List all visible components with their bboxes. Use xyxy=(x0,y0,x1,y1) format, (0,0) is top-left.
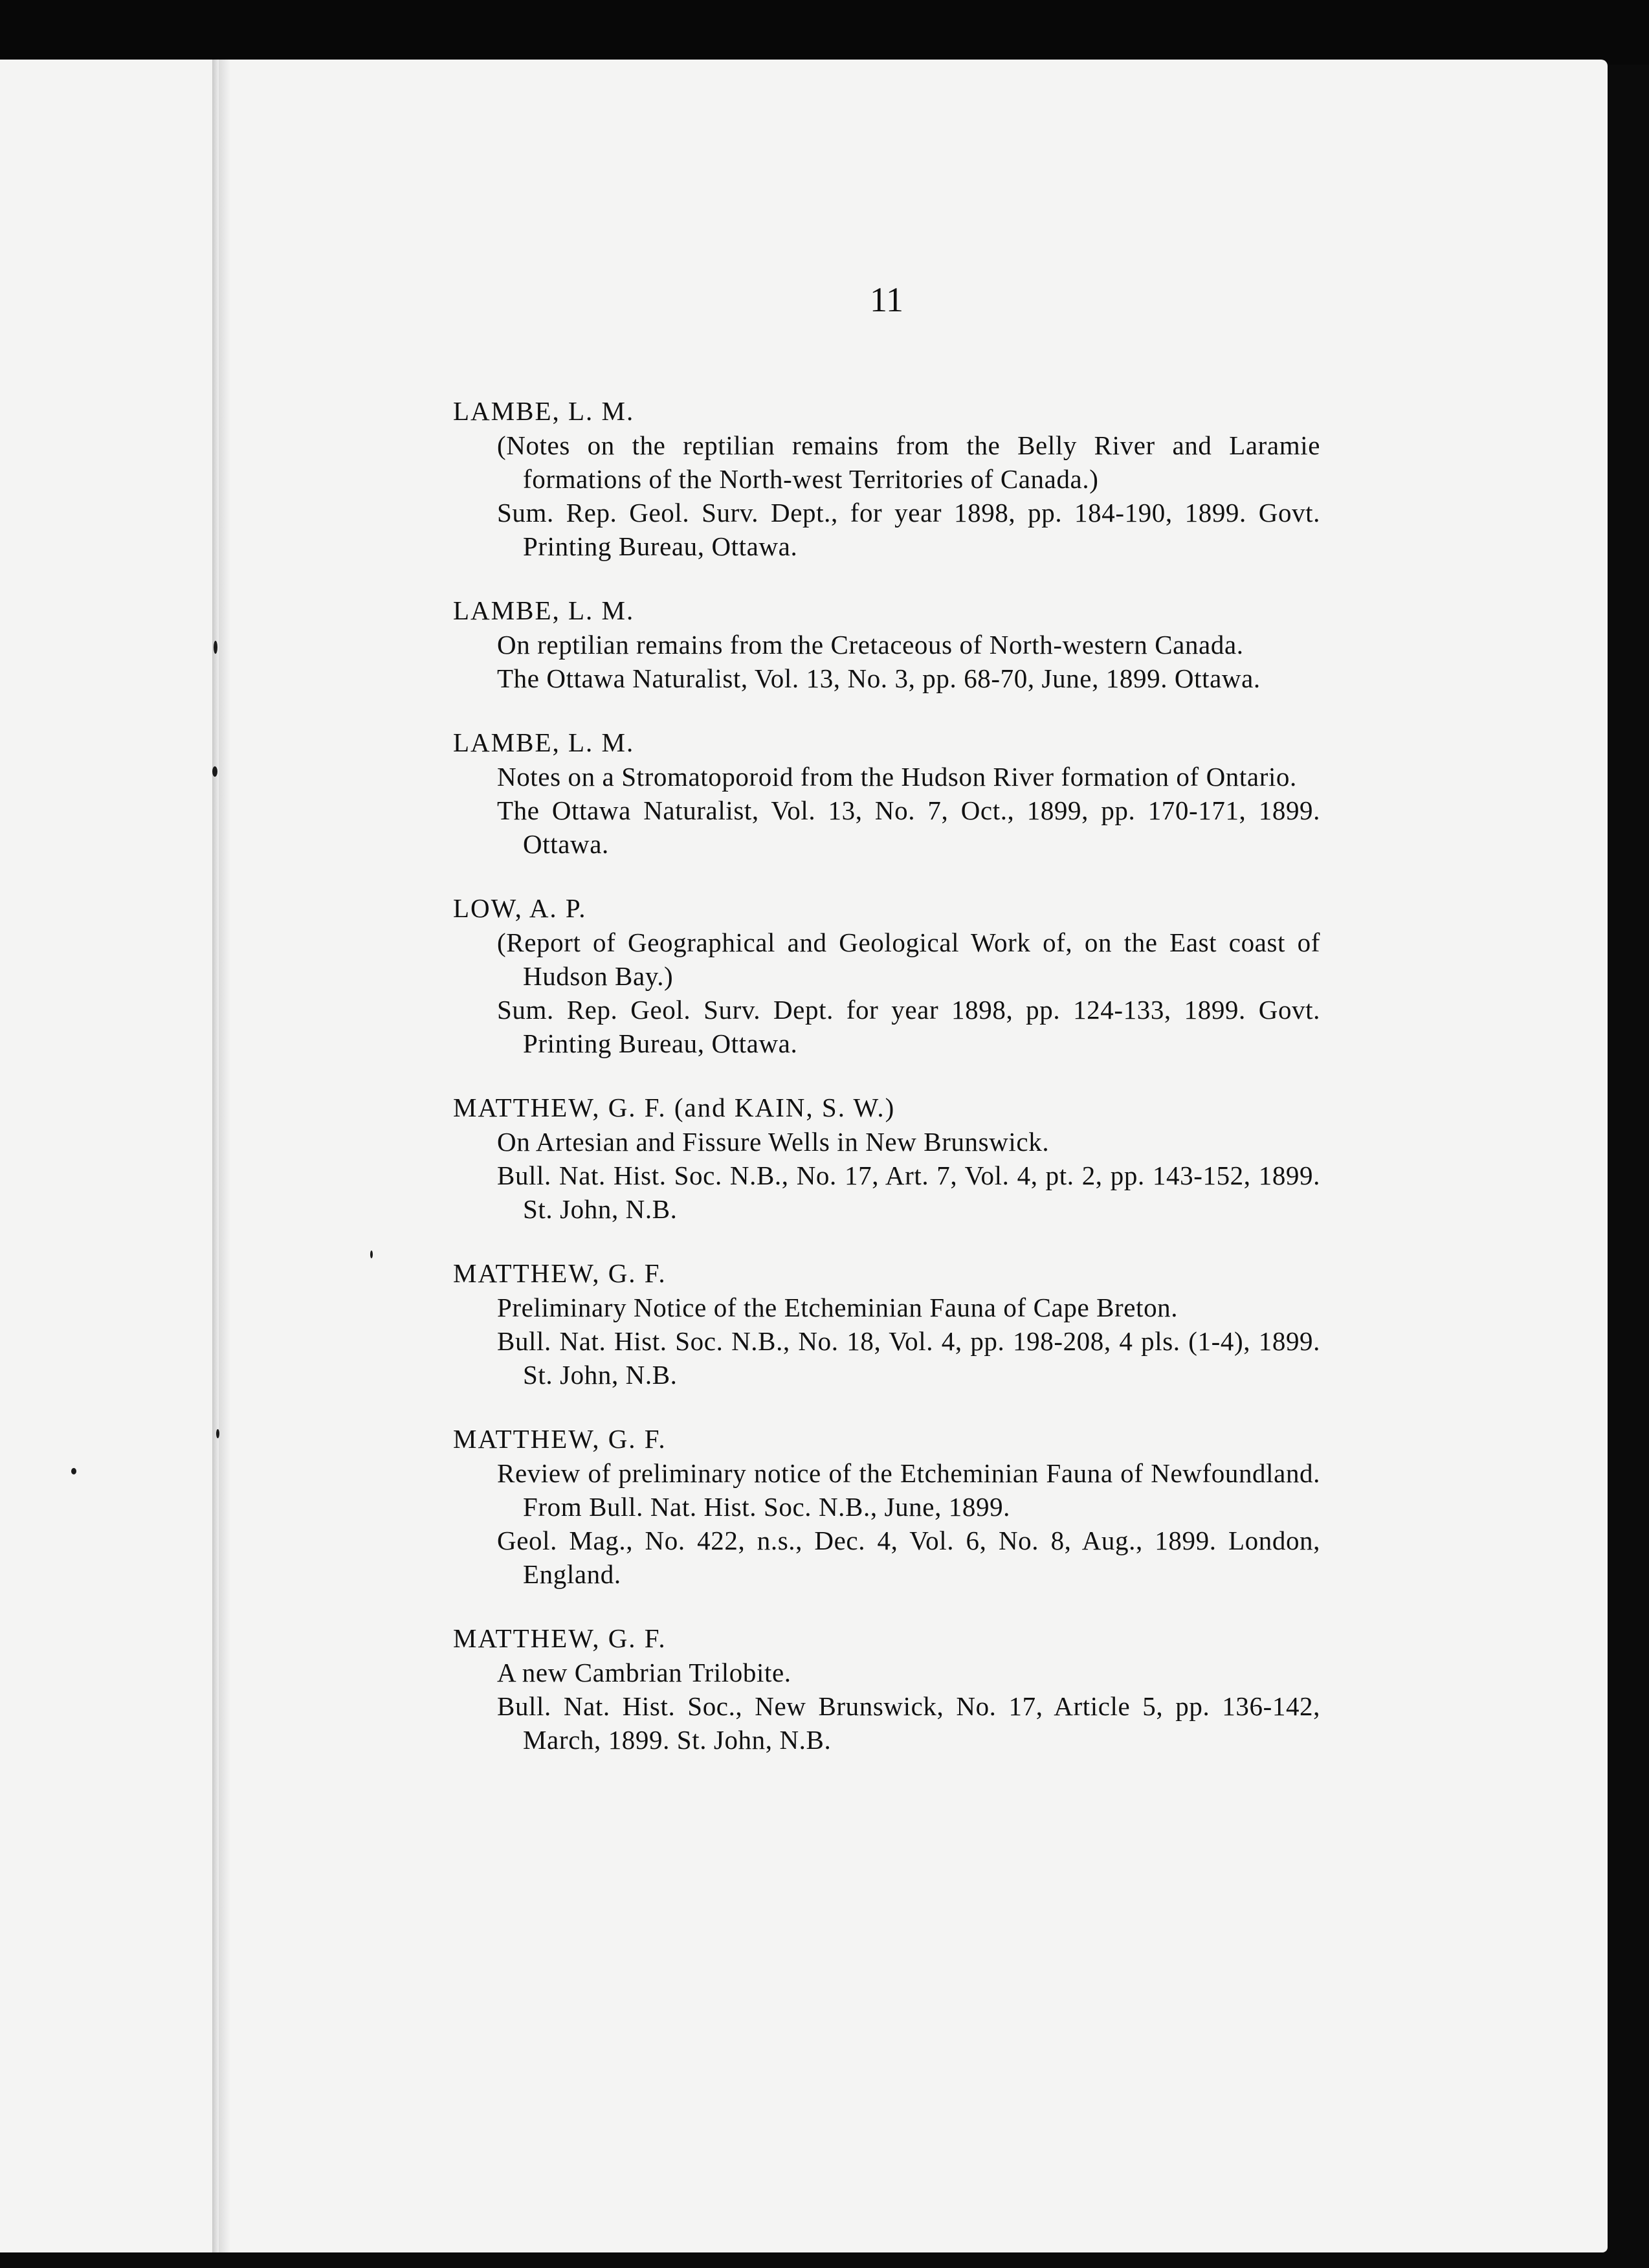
entry-author: MATTHEW, G. F. xyxy=(453,1424,667,1454)
scan-speck xyxy=(214,641,217,654)
entry-author: LAMBE, L. M. xyxy=(453,728,635,757)
entry-title: (Report of Geographical and Geological Work of, on the East coast of Hudson Bay.) xyxy=(497,928,1320,991)
entry-source: Bull. Nat. Hist. Soc. N.B., No. 17, Art. 7, Vol. 4, pt. 2, pp. 143-152, 1899. St. John, N.B. xyxy=(497,1161,1320,1224)
page-gutter-shadow xyxy=(219,60,230,2252)
scan-border xyxy=(0,0,1649,65)
entry-title: A new Cambrian Trilobite. xyxy=(497,1658,791,1687)
bibliography-entry xyxy=(453,892,1320,1060)
bibliography-entry xyxy=(453,1622,1320,1757)
entry-source: Sum. Rep. Geol. Surv. Dept., for year 1898, pp. 184-190, 1899. Govt. Printing Bureau, Ottawa. xyxy=(497,498,1320,561)
scan-speck xyxy=(71,1468,76,1474)
entry-author: MATTHEW, G. F. xyxy=(453,1623,667,1653)
entry-source: Sum. Rep. Geol. Surv. Dept. for year 1898, pp. 124-133, 1899. Govt. Printing Bureau, Ottawa. xyxy=(497,995,1320,1058)
entry-source: Bull. Nat. Hist. Soc., New Brunswick, No. 17, Article 5, pp. 136-142, March, 1899. St. John, N.B. xyxy=(497,1691,1320,1755)
entry-author: MATTHEW, G. F. (and KAIN, S. W.) xyxy=(453,1093,896,1122)
bibliography-entry xyxy=(453,1091,1320,1226)
bibliography-entry xyxy=(453,726,1320,861)
entry-source: The Ottawa Naturalist, Vol. 13, No. 7, Oct., 1899, pp. 170-171, 1899. Ottawa. xyxy=(497,795,1320,859)
entry-title: Notes on a Stromatoporoid from the Hudson River formation of Ontario. xyxy=(497,762,1297,792)
scan-speck xyxy=(370,1251,373,1258)
bibliography-list xyxy=(453,395,1320,1788)
entry-author: LAMBE, L. M. xyxy=(453,396,635,426)
bibliography-entry xyxy=(453,1257,1320,1392)
bibliography-entry xyxy=(453,594,1320,695)
entry-author: LOW, A. P. xyxy=(453,893,587,923)
entry-title: On reptilian remains from the Cretaceous of North-western Canada. xyxy=(497,630,1244,660)
entry-title: Review of preliminary notice of the Etcheminian Fauna of Newfoundland. From Bull. Nat. Hist. Soc. N.B., June, 1899. xyxy=(497,1458,1320,1522)
entry-source: The Ottawa Naturalist, Vol. 13, No. 3, pp. 68-70, June, 1899. Ottawa. xyxy=(497,663,1261,693)
document-page xyxy=(0,60,1608,2252)
bibliography-entry xyxy=(453,1423,1320,1591)
entry-title: On Artesian and Fissure Wells in New Brunswick. xyxy=(497,1127,1050,1157)
entry-title: (Notes on the reptilian remains from the Belly River and Laramie formations of the North-west Territories of Canada.) xyxy=(497,430,1320,494)
page-number: 11 xyxy=(870,280,903,319)
entry-title: Preliminary Notice of the Etcheminian Fauna of Cape Breton. xyxy=(497,1293,1179,1322)
entry-author: LAMBE, L. M. xyxy=(453,595,635,625)
scan-speck xyxy=(212,766,217,777)
entry-author: MATTHEW, G. F. xyxy=(453,1258,667,1288)
bibliography-entry xyxy=(453,395,1320,563)
entry-source: Geol. Mag., No. 422, n.s., Dec. 4, Vol. 6, No. 8, Aug., 1899. London, England. xyxy=(497,1526,1320,1589)
scan-speck xyxy=(216,1429,219,1438)
page-gutter xyxy=(212,60,219,2252)
entry-source: Bull. Nat. Hist. Soc. N.B., No. 18, Vol. 4, pp. 198-208, 4 pls. (1-4), 1899. St. John, N.B. xyxy=(497,1326,1320,1390)
